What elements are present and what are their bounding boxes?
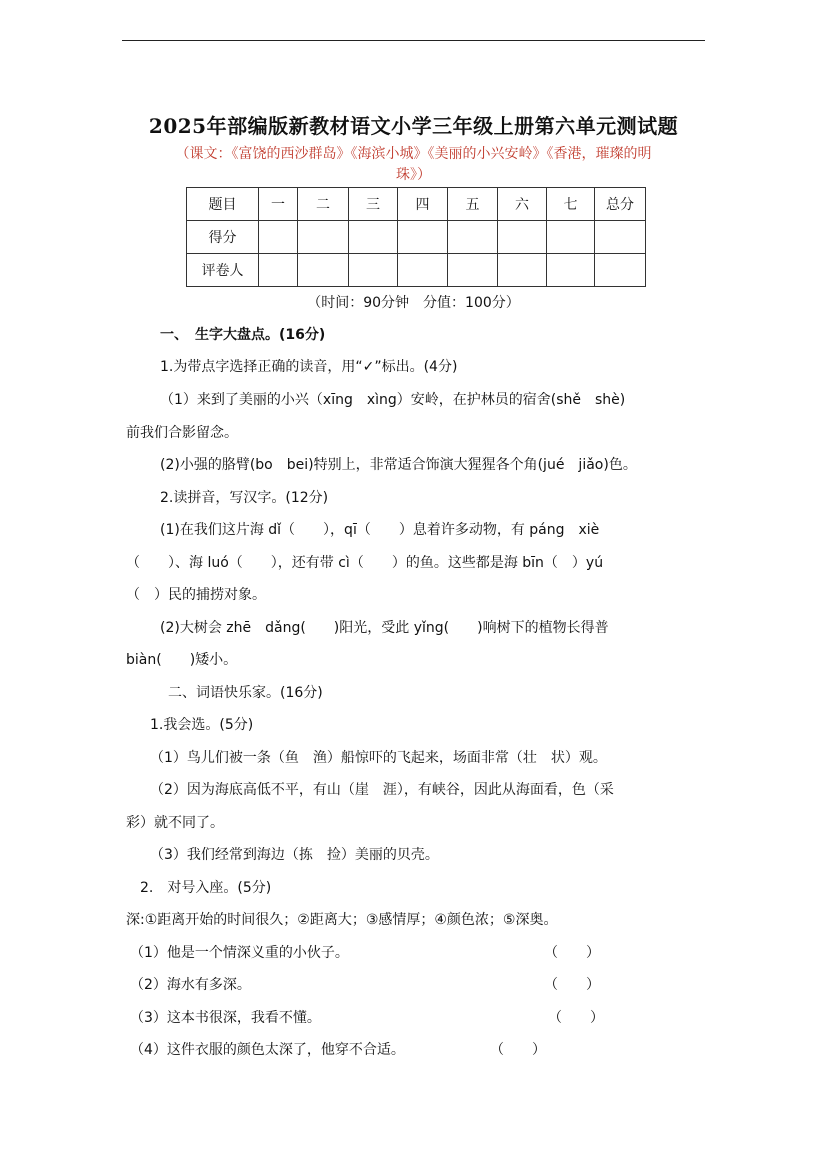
score-cell[interactable] — [547, 221, 595, 254]
header-cell: 六 — [498, 188, 547, 221]
subtitle — [122, 144, 705, 186]
row-label: 得分 — [187, 221, 259, 254]
header-cell: 一 — [259, 188, 298, 221]
question-1-2-item-1c: （ ）民的捕捞对象。 — [126, 587, 266, 603]
question-1-1-item-1a: （1）来到了美丽的小兴（xīng xìng）安岭，在护林员的宿舍(shě shè) — [160, 392, 626, 408]
question-2-1-item-3: （3）我们经常到海边（拣 捡）美丽的贝壳。 — [150, 847, 439, 863]
row-label: 评卷人 — [187, 254, 259, 287]
section-2-heading: 二、词语快乐家。(16分) — [168, 685, 323, 701]
match-item-4: （4）这件衣服的颜色太深了，他穿不合适。 — [130, 1042, 405, 1058]
question-1-2: 2.读拼音，写汉字。(12分) — [160, 490, 329, 506]
question-2-1-item-1: （1）鸟儿们被一条（鱼 渔）船惊吓的飞起来，场面非常（壮 状）观。 — [150, 750, 607, 766]
header-cell: 总分 — [595, 188, 646, 221]
time-info: （时间：90分钟 分值：100分） — [307, 295, 520, 311]
question-2-1-item-2a: （2）因为海底高低不平，有山（崖 涯），有峡谷，因此从海面看，色（采 — [150, 782, 614, 798]
question-1-1-item-1b: 前我们合影留念。 — [126, 425, 238, 441]
question-2-2-definitions: 深:①距离开始的时间很久；②距离大；③感情厚；④颜色浓；⑤深奥。 — [126, 912, 558, 928]
question-1-2-item-2a: (2)大树会 zhē dǎng( )阳光，受此 yǐng( )响树下的植物长得普 — [160, 620, 609, 636]
grader-row — [187, 254, 646, 287]
score-table — [186, 187, 646, 287]
question-2-1-item-2b: 彩）就不同了。 — [126, 815, 224, 831]
score-cell[interactable] — [398, 221, 448, 254]
grader-cell[interactable] — [298, 254, 349, 287]
header-cell: 题目 — [187, 188, 259, 221]
grader-cell[interactable] — [448, 254, 498, 287]
score-cell[interactable] — [298, 221, 349, 254]
score-cell[interactable] — [498, 221, 547, 254]
grader-cell[interactable] — [498, 254, 547, 287]
score-cell[interactable] — [349, 221, 398, 254]
answer-blank-3[interactable]: （ ） — [548, 1010, 604, 1026]
match-item-3: （3）这本书很深，我看不懂。 — [130, 1010, 321, 1026]
page-title: 2025年部编版新教材语文小学三年级上册第六单元测试题 — [148, 114, 679, 138]
grader-cell[interactable] — [547, 254, 595, 287]
header-cell: 四 — [398, 188, 448, 221]
grader-cell[interactable] — [398, 254, 448, 287]
grader-cell[interactable] — [349, 254, 398, 287]
question-1-1-item-2: (2)小强的胳臂(bo bei)特别上，非常适合饰演大猩猩各个角(jué jiǎo)色。 — [160, 457, 637, 473]
match-item-1: （1）他是一个情深义重的小伙子。 — [130, 945, 349, 961]
subtitle-line-2: 珠》） — [396, 167, 431, 183]
answer-blank-1[interactable]: （ ） — [544, 945, 600, 961]
header-cell: 二 — [298, 188, 349, 221]
answer-blank-4[interactable]: （ ） — [490, 1042, 546, 1058]
score-row — [187, 221, 646, 254]
question-1-2-item-1a: (1)在我们这片海 dǐ（ ），qī（ ）息着许多动物，有 páng xiè — [160, 522, 600, 538]
score-cell[interactable] — [595, 221, 646, 254]
score-cell[interactable] — [259, 221, 298, 254]
score-cell[interactable] — [448, 221, 498, 254]
header-cell: 三 — [349, 188, 398, 221]
match-item-2: （2）海水有多深。 — [130, 977, 251, 993]
subtitle-line-1: （课文：《富饶的西沙群岛》《海滨小城》《美丽的小兴安岭》《香港，璀璨的明 — [175, 146, 652, 162]
header-rule — [122, 40, 705, 41]
grader-cell[interactable] — [595, 254, 646, 287]
question-1-2-item-2b: biàn( )矮小。 — [126, 652, 238, 668]
header-cell: 五 — [448, 188, 498, 221]
section-1-heading: 一、 生字大盘点。(16分) — [160, 327, 326, 343]
question-1-2-item-1b: （ ）、海 luó（ ），还有带 cì（ ）的鱼。这些都是海 bīn（ ）yú — [126, 555, 604, 571]
answer-blank-2[interactable]: （ ） — [544, 977, 600, 993]
question-2-1: 1.我会选。(5分) — [150, 717, 254, 733]
header-cell: 七 — [547, 188, 595, 221]
question-2-2: 2. 对号入座。(5分) — [140, 880, 272, 896]
question-1-1: 1.为带点字选择正确的读音，用“✓”标出。(4分) — [160, 359, 458, 375]
grader-cell[interactable] — [259, 254, 298, 287]
score-table-header-row — [187, 188, 646, 221]
